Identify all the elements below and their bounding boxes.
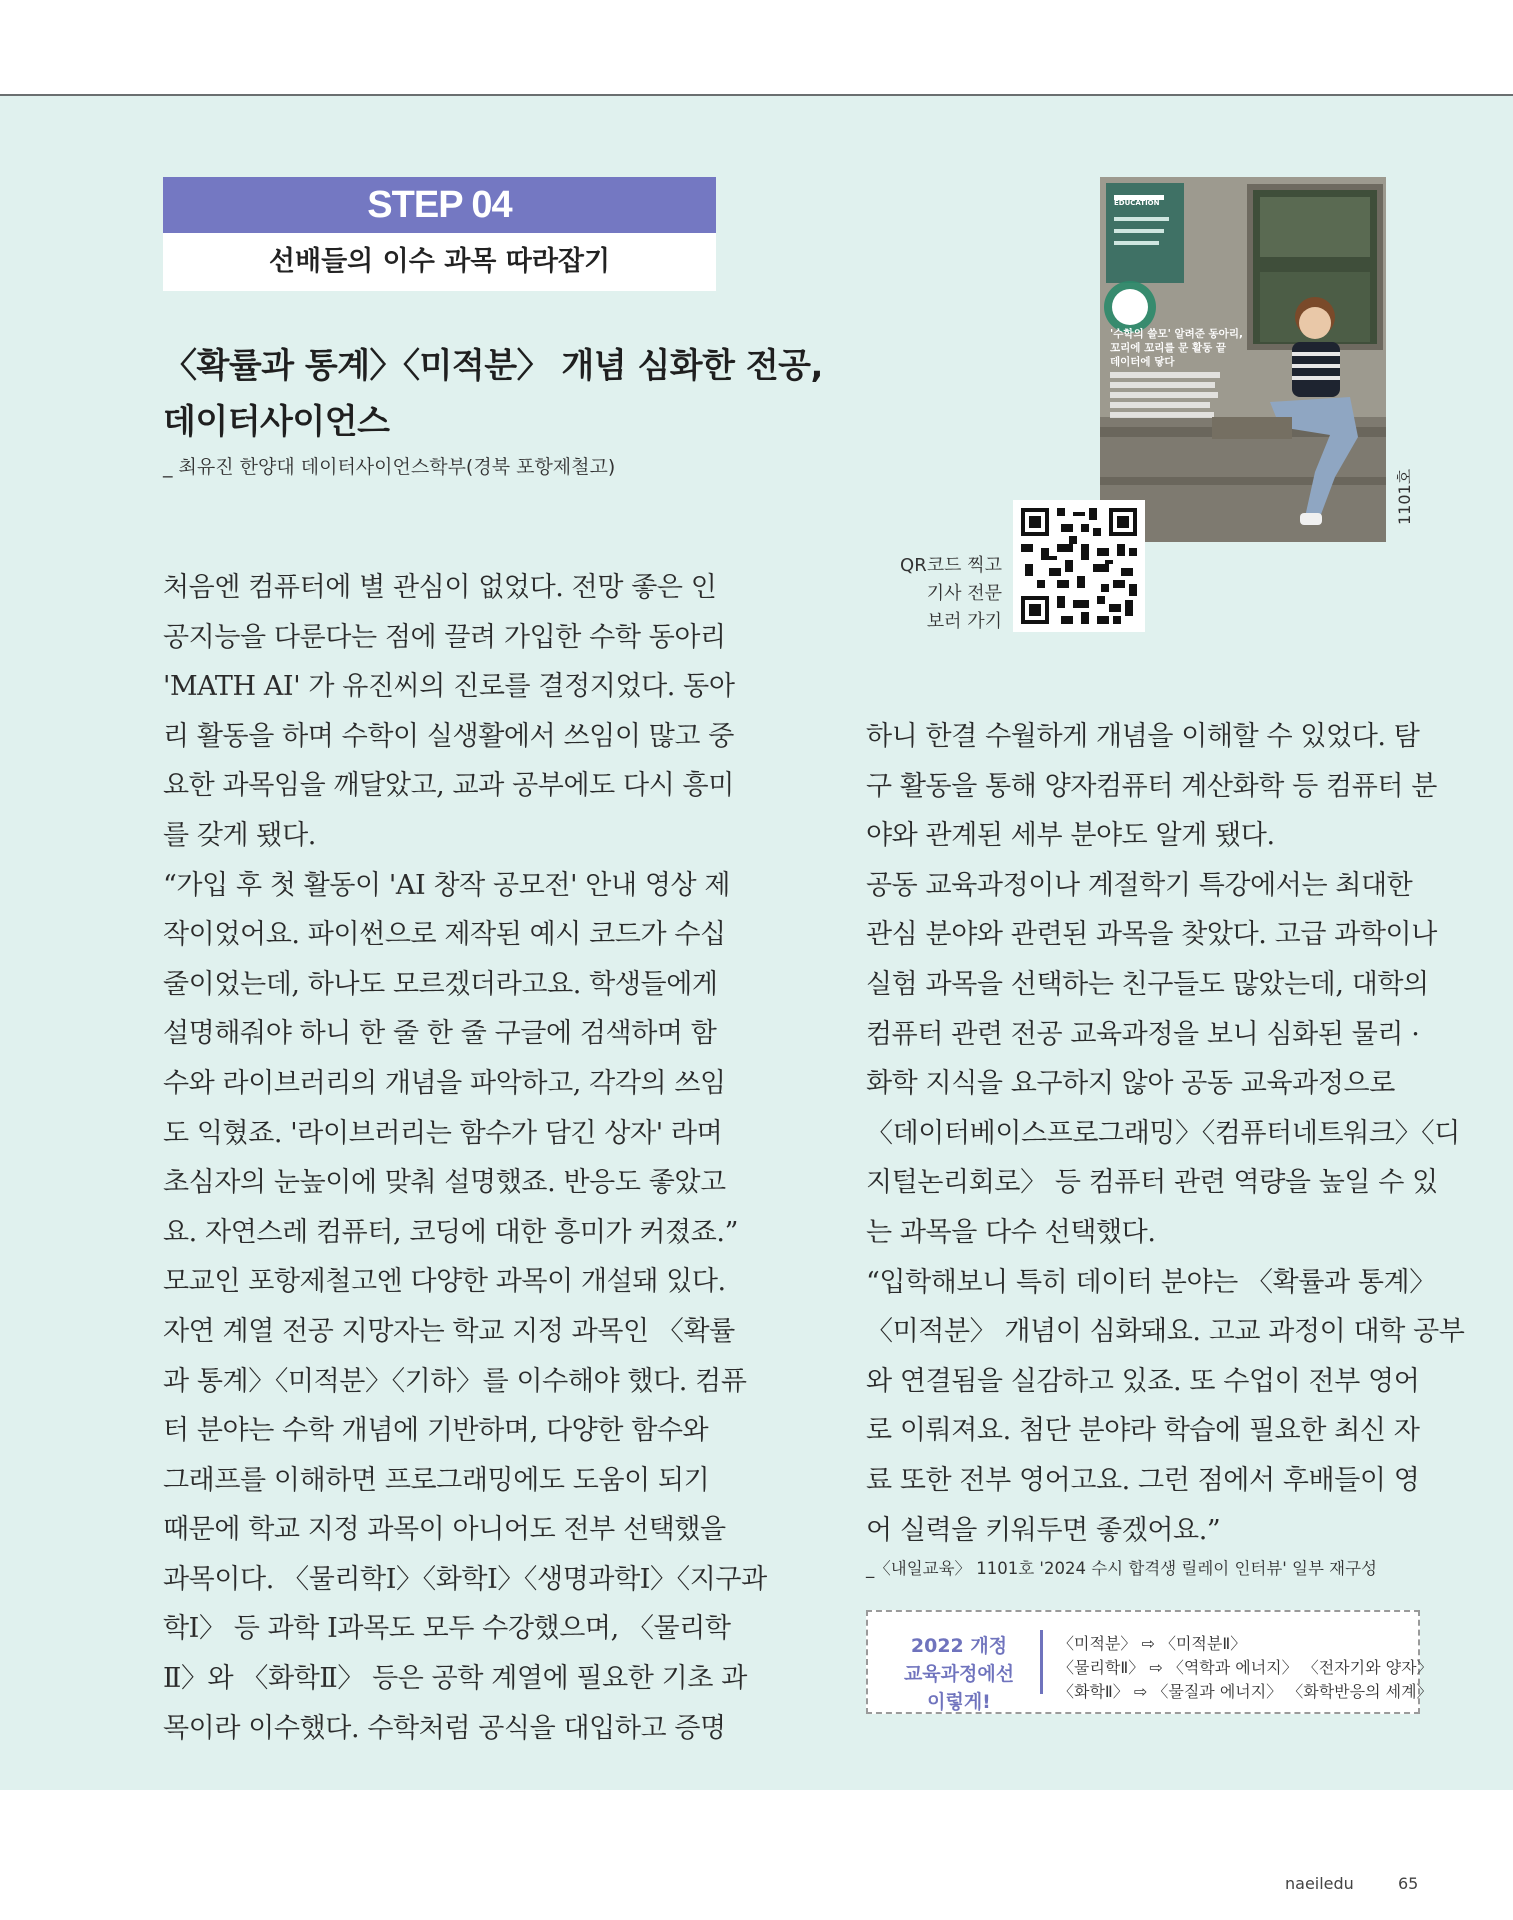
qr-code[interactable] [1013,500,1145,632]
body-line: 어 실력을 키워두면 좋겠어요.” [866,1514,1221,1546]
body-line: 학Ⅰ〉 등 과학 Ⅰ과목도 모두 수강했으며, 〈물리학 [163,1613,731,1645]
footer-brand: naeiledu [1285,1874,1354,1893]
qr-caption [880,552,1002,636]
magazine-quote-line: 꼬리에 꼬리를 문 활동 끝 [1110,342,1227,354]
body-line: 작이었어요. 파이썬으로 제작된 예시 코드가 수십 [163,919,726,951]
curriculum-divider [1040,1630,1043,1694]
body-line: 〈미적분〉 개념이 심화돼요. 고교 과정이 대학 공부 [866,1316,1465,1348]
body-line: 목이라 이수했다. 수학처럼 공식을 대입하고 증명 [163,1712,726,1744]
curriculum-title-line: 이렇게! [927,1691,991,1713]
qr-code-icon [1013,500,1145,632]
body-line: 'MATH AI' 가 유진씨의 진로를 결정지었다. 동아 [163,671,735,703]
body-line: 터 분야는 수학 개념에 기반하며, 다양한 함수와 [163,1415,709,1447]
curriculum-line: 〈물리학Ⅱ〉 ⇨ 〈역학과 에너지〉 〈전자기와 양자〉 [1058,1658,1433,1677]
body-line: 과목이다. 〈물리학Ⅰ〉〈화학Ⅰ〉〈생명과학Ⅰ〉〈지구과 [163,1563,767,1595]
body-line: 컴퓨터 관련 전공 교육과정을 보니 심화된 물리 · [866,1018,1420,1050]
body-line: “입학해보니 특히 데이터 분야는 〈확률과 통계〉 [866,1266,1436,1298]
qr-caption-line: QR코드 찍고 [900,555,1002,576]
body-line: “가입 후 첫 활동이 'AI 창작 공모전' 안내 영상 제 [163,869,731,901]
body-line: 처음엔 컴퓨터에 별 관심이 없었다. 전망 좋은 인 [163,572,717,603]
body-line: 화학 지식을 요구하지 않아 공동 교육과정으로 [866,1068,1395,1100]
body-line: 로 이뤄져요. 첨단 분야라 학습에 필요한 최신 자 [866,1415,1420,1447]
headline-line-2: 데이터사이언스 [163,402,390,442]
body-line: 야와 관계된 세부 분야도 알게 됐다. [866,820,1275,852]
step-subtitle: 선배들의 이수 과목 따라잡기 [163,233,716,291]
headline-line-1: 〈확률과 통계〉〈미적분〉 개념 심화한 전공, [163,346,823,386]
body-line: 초심자의 눈높이에 맞춰 설명했죠. 반응도 좋았고 [163,1167,726,1199]
body-line: 와 연결됨을 실감하고 있죠. 또 수업이 전부 영어 [866,1365,1420,1397]
body-line: 모교인 포항제철고엔 다양한 과목이 개설돼 있다. [163,1266,726,1298]
body-line: 공동 교육과정이나 계절학기 특강에서는 최대한 [866,869,1413,901]
body-line: 실험 과목을 선택하는 친구들도 많았는데, 대학의 [866,968,1429,1000]
body-line: 관심 분야와 관련된 과목을 찾았다. 고급 과학이나 [866,919,1437,951]
body-line: 줄이었는데, 하나도 모르겠더라고요. 학생들에게 [163,968,718,1000]
page-number: 65 [1398,1874,1419,1893]
magazine-cover [1100,177,1386,542]
curriculum-title-line: 교육과정에선 [903,1663,1015,1685]
magazine-brand: EDUCATION [1114,199,1160,207]
body-right-column [866,712,1465,1555]
body-line: 지털논리회로〉 등 컴퓨터 관련 역량을 높일 수 있 [866,1167,1438,1199]
body-line: 는 과목을 다수 선택했다. [866,1216,1156,1248]
magazine-quote-line: 데이터에 닿다 [1110,356,1175,368]
qr-caption-line: 보러 가기 [926,611,1002,632]
body-line: 리 활동을 하며 수학이 실생활에서 쓰임이 많고 중 [163,720,734,752]
magazine-issue: 1101호 [1395,468,1414,525]
article-headline [163,338,823,450]
body-line: 그래프를 이해하면 프로그래밍에도 도움이 되기 [163,1464,710,1496]
curriculum-line: 〈화학Ⅱ〉 ⇨ 〈물질과 에너지〉 〈화학반응의 세계〉 [1058,1682,1433,1701]
body-line: 때문에 학교 지정 과목이 아니어도 전부 선택했을 [163,1514,726,1546]
body-line: 공지능을 다룬다는 점에 끌려 가입한 수학 동아리 [163,621,726,653]
body-line: 수와 라이브러리의 개념을 파악하고, 각각의 쓰임 [163,1067,726,1099]
body-line: 요한 과목임을 깨달았고, 교과 공부에도 다시 흥미 [163,770,734,802]
step-header [163,177,716,291]
curriculum-box [866,1610,1433,1714]
step-label: STEP 04 [163,177,716,233]
body-line: 를 갖게 됐다. [163,819,316,851]
curriculum-title [894,1632,1024,1716]
body-line: 하니 한결 수월하게 개념을 이해할 수 있었다. 탐 [866,721,1420,752]
curriculum-list [1058,1632,1433,1704]
byline: _ 최유진 한양대 데이터사이언스학부(경북 포항제철고) [163,456,616,478]
source-note: _〈내일교육〉 1101호 '2024 수시 합격생 릴레이 인터뷰' 일부 재구성 [866,1559,1377,1578]
body-left-column [163,563,767,1753]
body-line: 료 또한 전부 영어고요. 그런 점에서 후배들이 영 [866,1464,1420,1496]
body-line: 자연 계열 전공 지망자는 학교 지정 과목인 〈확률 [163,1315,735,1347]
body-line: 설명해줘야 하니 한 줄 한 줄 구글에 검색하며 함 [163,1018,717,1050]
body-line: 구 활동을 통해 양자컴퓨터 계산화학 등 컴퓨터 분 [866,770,1437,802]
magazine-quote-line: '수학의 쓸모' 알려준 동아리, [1110,328,1243,340]
body-line: Ⅱ〉와 〈화학Ⅱ〉 등은 공학 계열에 필요한 기초 과 [163,1663,747,1695]
magazine-quote [1110,327,1243,369]
curriculum-line: 〈미적분〉 ⇨ 〈미적분Ⅱ〉 [1058,1634,1247,1653]
qr-caption-line: 기사 전문 [926,583,1002,604]
body-line: 요. 자연스레 컴퓨터, 코딩에 대한 흥미가 커졌죠.” [163,1216,739,1248]
body-line: 〈데이터베이스프로그래밍〉〈컴퓨터네트워크〉〈디 [866,1117,1460,1149]
curriculum-title-line: 2022 개정 [910,1635,1008,1657]
body-line: 과 통계〉〈미적분〉〈기하〉를 이수해야 했다. 컴퓨 [163,1365,747,1397]
body-line: 도 익혔죠. '라이브러리는 함수가 담긴 상자' 라며 [163,1117,723,1149]
